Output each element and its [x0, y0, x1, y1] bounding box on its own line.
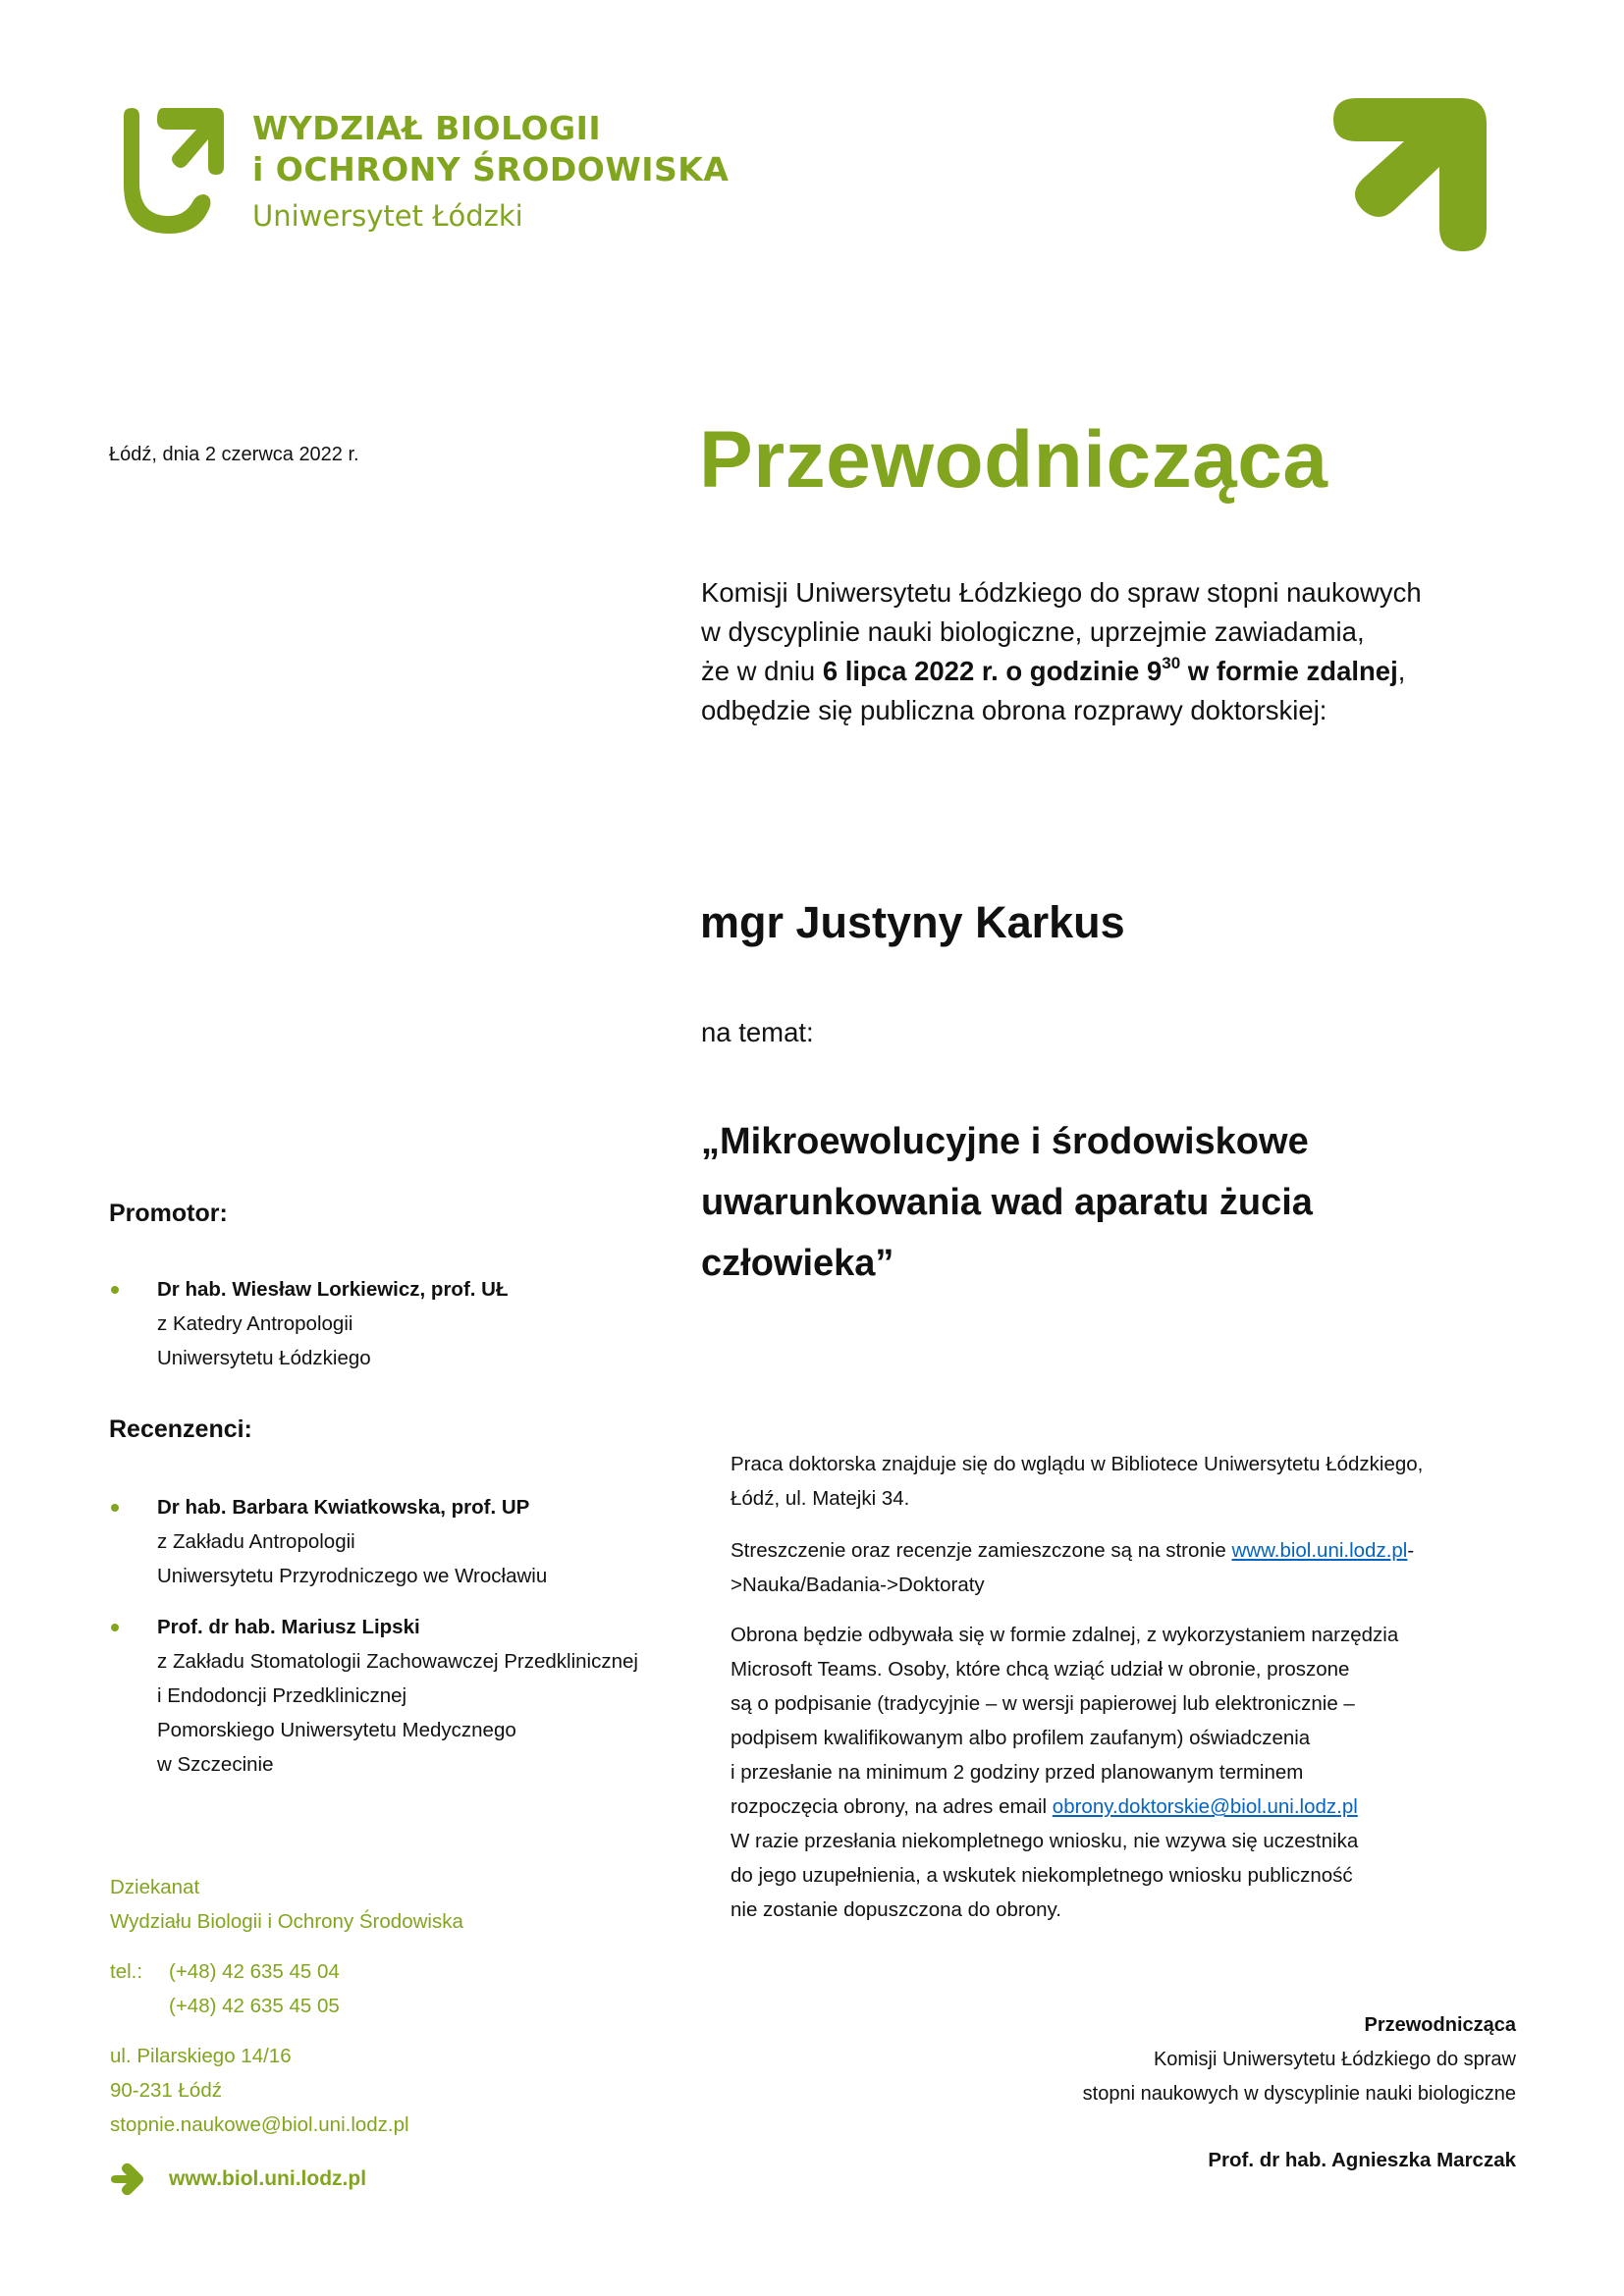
- info-line: do jego uzupełnienia, a wskutek niekompletnego wniosku publiczność: [731, 1864, 1353, 1887]
- person-name: Prof. dr hab. Mariusz Lipski: [157, 1616, 420, 1638]
- intro-line: odbędzie się publiczna obrona rozprawy doktorskiej:: [701, 695, 1327, 725]
- faculty-logo-text: [252, 108, 729, 240]
- info-line: Łódź, ul. Matejki 34.: [731, 1487, 910, 1510]
- promotor-heading: Promotor:: [109, 1200, 228, 1227]
- topic-label: na temat:: [701, 1017, 814, 1047]
- bullet-icon: [111, 1286, 119, 1294]
- intro-text: ,: [1397, 656, 1406, 686]
- phone-number: (+48) 42 635 45 05: [169, 1995, 340, 2017]
- reviewer-entry: [157, 1490, 547, 1593]
- info-line: nie zostanie dopuszczona do obrony.: [731, 1898, 1061, 1921]
- info-line: są o podpisanie (tradycyjnie – w wersji papierowej lub elektronicznie –: [731, 1692, 1355, 1715]
- library-info: [731, 1447, 1536, 1516]
- person-affiliation: z Zakładu Stomatologii Zachowawczej Przedklinicznej: [157, 1650, 638, 1673]
- footer-website[interactable]: www.biol.uni.lodz.pl: [169, 2167, 367, 2190]
- candidate-name: mgr Justyny Karkus: [700, 897, 1125, 947]
- intro-line: Komisji Uniwersytetu Łódzkiego do spraw stopni naukowych: [701, 577, 1422, 608]
- defense-minutes: 30: [1162, 654, 1181, 672]
- address-line: ul. Pilarskiego 14/16: [110, 2045, 292, 2067]
- info-line: i przesłanie na minimum 2 godziny przed planowanym terminem: [731, 1761, 1304, 1784]
- phone-row: [110, 1954, 463, 1989]
- info-text: Streszczenie oraz recenzje zamieszczone są na stronie: [731, 1539, 1232, 1562]
- remote-defense-info: [731, 1618, 1536, 1927]
- logo-line-faculty-2: i OCHRONY ŚRODOWISKA: [252, 150, 730, 188]
- bullet-icon: [111, 1624, 119, 1631]
- person-affiliation: Pomorskiego Uniwersytetu Medycznego: [157, 1719, 516, 1741]
- intro-line: w dyscyplinie nauki biologiczne, uprzejmie zawiadamia,: [701, 616, 1365, 647]
- bullet-icon: [111, 1504, 119, 1512]
- person-affiliation: Uniwersytetu Łódzkiego: [157, 1347, 371, 1369]
- office-name: Dziekanat: [110, 1876, 200, 1898]
- intro-line-date: [701, 652, 1545, 691]
- logo-line-faculty: WYDZIAŁ BIOLOGII: [252, 109, 602, 147]
- arrow-up-right-icon: [1329, 96, 1489, 253]
- dean-office-contact: [110, 1870, 463, 2142]
- office-name: Wydziału Biologii i Ochrony Środowiska: [110, 1910, 463, 1933]
- info-text: -: [1407, 1539, 1415, 1562]
- arrow-right-icon: [110, 2163, 143, 2196]
- person-affiliation: z Katedry Antropologii: [157, 1312, 353, 1335]
- signature-line: Komisji Uniwersytetu Łódzkiego do spraw: [1153, 2049, 1516, 2070]
- defense-email-link[interactable]: obrony.doktorskie@biol.uni.lodz.pl: [1052, 1795, 1358, 1818]
- person-affiliation: w Szczecinie: [157, 1753, 274, 1776]
- dissertation-topic: „Mikroewolucyjne i środowiskowe uwarunkowania wad aparatu żucia człowieka”: [701, 1121, 1313, 1284]
- announcement-intro: [701, 573, 1545, 730]
- signature-line: stopni naukowych w dyscyplinie nauki biologiczne: [1082, 2083, 1516, 2105]
- website-row: [110, 2163, 366, 2196]
- phone-number: (+48) 42 635 45 04: [169, 1960, 340, 1983]
- info-line: [731, 1789, 1536, 1824]
- signature-role: Przewodnicząca: [1364, 2014, 1516, 2036]
- document-date: Łódź, dnia 2 czerwca 2022 r.: [109, 444, 359, 465]
- intro-text: że w dniu: [701, 656, 823, 686]
- ul-arrow-logo-icon: [114, 108, 224, 238]
- info-line: Praca doktorska znajduje się do wglądu w Bibliotece Uniwersytetu Łódzkiego,: [731, 1453, 1424, 1475]
- info-line: >Nauka/Badania->Doktoraty: [731, 1574, 985, 1596]
- contact-email: stopnie.naukowe@biol.uni.lodz.pl: [110, 2113, 409, 2136]
- info-line: Microsoft Teams. Osoby, które chcą wziąć udział w obronie, proszone: [731, 1658, 1350, 1681]
- person-name: Dr hab. Wiesław Lorkiewicz, prof. UŁ: [157, 1278, 509, 1301]
- info-line: W razie przesłania niekompletnego wniosku, nie wzywa się uczestnika: [731, 1830, 1359, 1852]
- phone-label: tel.:: [110, 1960, 143, 1983]
- address-line: 90-231 Łódź: [110, 2079, 222, 2102]
- defense-datetime: 6 lipca 2022 r. o godzinie 9: [822, 656, 1163, 686]
- summary-info: [731, 1533, 1536, 1602]
- logo-line-university: Uniwersytet Łódzki: [252, 199, 523, 233]
- signature-block: [1083, 2008, 1516, 2177]
- defense-mode: w formie zdalnej: [1180, 656, 1398, 686]
- person-name: Dr hab. Barbara Kwiatkowska, prof. UP: [157, 1496, 530, 1519]
- info-line: Obrona będzie odbywała się w formie zdalnej, z wykorzystaniem narzędzia: [731, 1624, 1399, 1646]
- page-title: Przewodnicząca: [699, 415, 1328, 505]
- reviewers-heading: Recenzenci:: [109, 1415, 252, 1443]
- info-line: [731, 1533, 1536, 1568]
- info-text: rozpoczęcia obrony, na adres email: [731, 1795, 1053, 1818]
- person-affiliation: Uniwersytetu Przyrodniczego we Wrocławiu: [157, 1565, 548, 1587]
- faculty-website-link[interactable]: www.biol.uni.lodz.pl: [1231, 1539, 1408, 1562]
- reviewer-entry: [157, 1610, 638, 1782]
- person-affiliation: z Zakładu Antropologii: [157, 1530, 355, 1553]
- promotor-entry: [157, 1272, 509, 1375]
- phone-row: [110, 1989, 463, 2023]
- signatory-name: Prof. dr hab. Agnieszka Marczak: [1208, 2149, 1516, 2171]
- info-line: podpisem kwalifikowanym albo profilem zaufanym) oświadczenia: [731, 1727, 1311, 1749]
- person-affiliation: i Endodoncji Przedklinicznej: [157, 1684, 407, 1707]
